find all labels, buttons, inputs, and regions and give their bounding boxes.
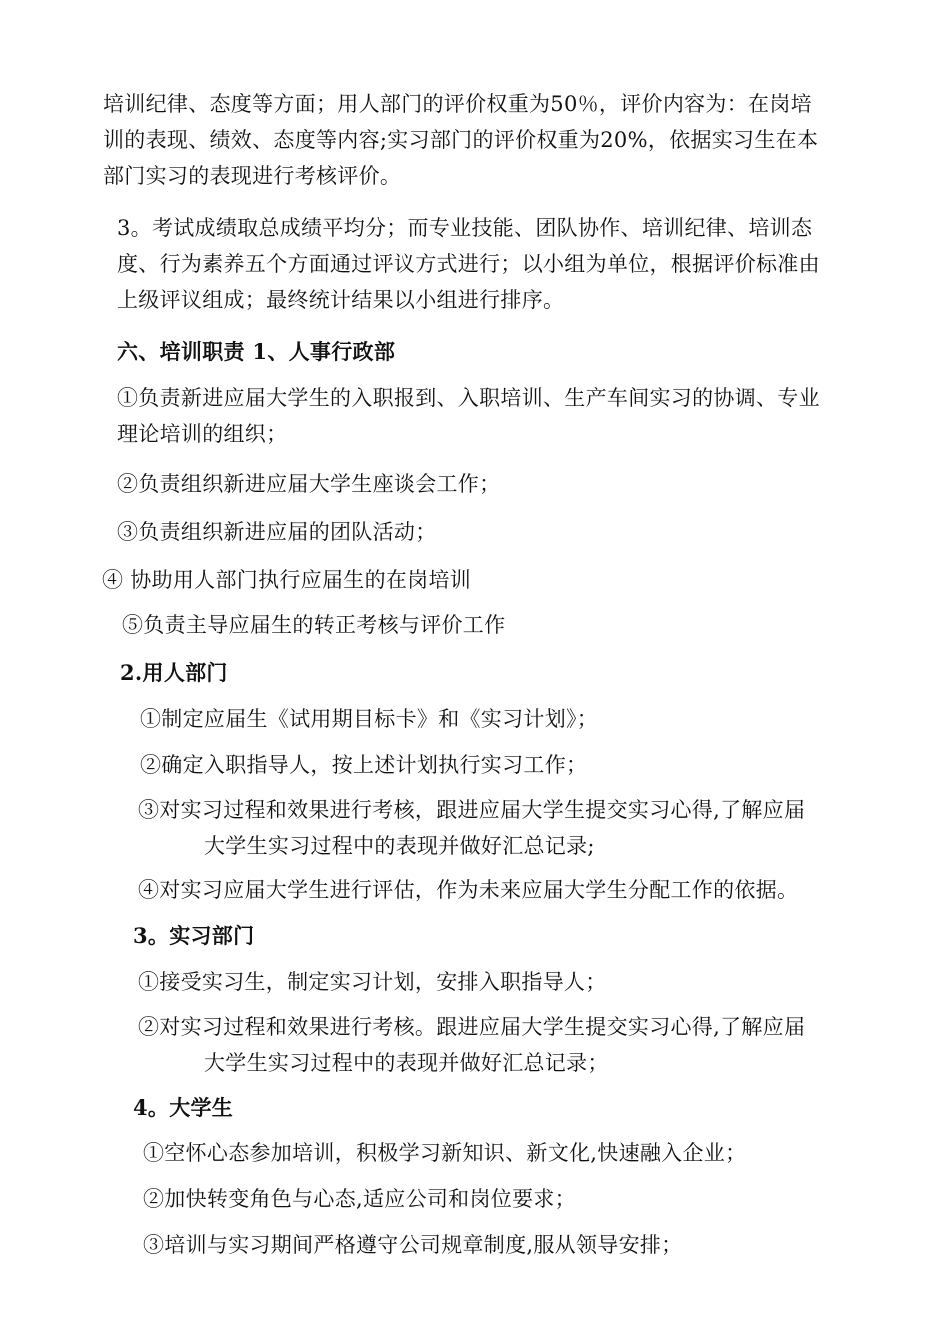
dept-2-item-2: ②确定入职指导人，按上述计划执行实习工作；: [140, 753, 588, 777]
hr-item-line: 理论培训的组织；: [117, 422, 288, 446]
dept-4-heading: 4。大学生: [133, 1095, 234, 1120]
dept-2-item-1: ①制定应届生《试用期目标卡》和《实习计划》；: [140, 707, 599, 731]
hr-item-2: ②负责组织新进应届大学生座谈会工作；: [117, 472, 501, 496]
point-3-paragraph: [117, 210, 820, 318]
hr-item-1: [117, 380, 820, 452]
hr-item-3: ③负责组织新进应届的团队活动；: [117, 520, 437, 544]
intro-paragraph: [103, 86, 818, 194]
intro-line: 部门实习的表现进行考核评价。: [103, 164, 402, 188]
hr-item-5: ⑤负责主导应届生的转正考核与评价工作: [122, 613, 506, 637]
dept-3-item-1: ①接受实习生，制定实习计划，安排入职指导人；: [138, 970, 607, 994]
dept-3-heading: 3。实习部门: [133, 923, 255, 948]
dept-2-heading: 2.用人部门: [120, 660, 228, 685]
dept-2-item-4: ④对实习应届大学生进行评估，作为未来应届大学生分配工作的依据。: [138, 878, 799, 902]
hr-item-4: ④ 协助用人部门执行应届生的在岗培训: [102, 568, 472, 592]
dept-2-item-3: [138, 792, 805, 864]
dept-4-item-2: ②加快转变角色与心态,适应公司和岗位要求；: [143, 1187, 576, 1211]
point-3-line: 3。考试成绩取总成绩平均分；而专业技能、团队协作、培训纪律、培训态: [117, 216, 813, 240]
dept-3-item-line: 大学生实习过程中的表现并做好汇总记录；: [204, 1051, 609, 1075]
dept-3-item-2: [138, 1009, 805, 1081]
dept-3-item-line: ②对实习过程和效果进行考核。跟进应届大学生提交实习心得,了解应届: [138, 1015, 806, 1039]
section-6-heading: 六、培训职责 1、人事行政部: [117, 339, 396, 364]
point-3-line: 上级评议组成；最终统计结果以小组进行排序。: [117, 288, 565, 312]
dept-4-item-1: ①空怀心态参加培训，积极学习新知识、新文化,快速融入企业；: [143, 1141, 747, 1165]
dept-2-item-line: 大学生实习过程中的表现并做好汇总记录;: [204, 834, 595, 858]
intro-line: 培训纪律、态度等方面；用人部门的评价权重为50％，评价内容为：在岗培: [103, 92, 812, 116]
point-3-line: 度、行为素养五个方面通过评议方式进行；以小组为单位，根据评价标准由: [117, 252, 820, 276]
intro-line: 训的表现、绩效、态度等内容;实习部门的评价权重为20%，依据实习生在本: [103, 128, 819, 152]
dept-4-item-3: ③培训与实习期间严格遵守公司规章制度,服从领导安排；: [143, 1233, 683, 1257]
hr-item-line: ①负责新进应届大学生的入职报到、入职培训、生产车间实习的协调、专业: [117, 386, 820, 410]
dept-2-item-line: ③对实习过程和效果进行考核，跟进应届大学生提交实习心得,了解应届: [138, 798, 806, 822]
